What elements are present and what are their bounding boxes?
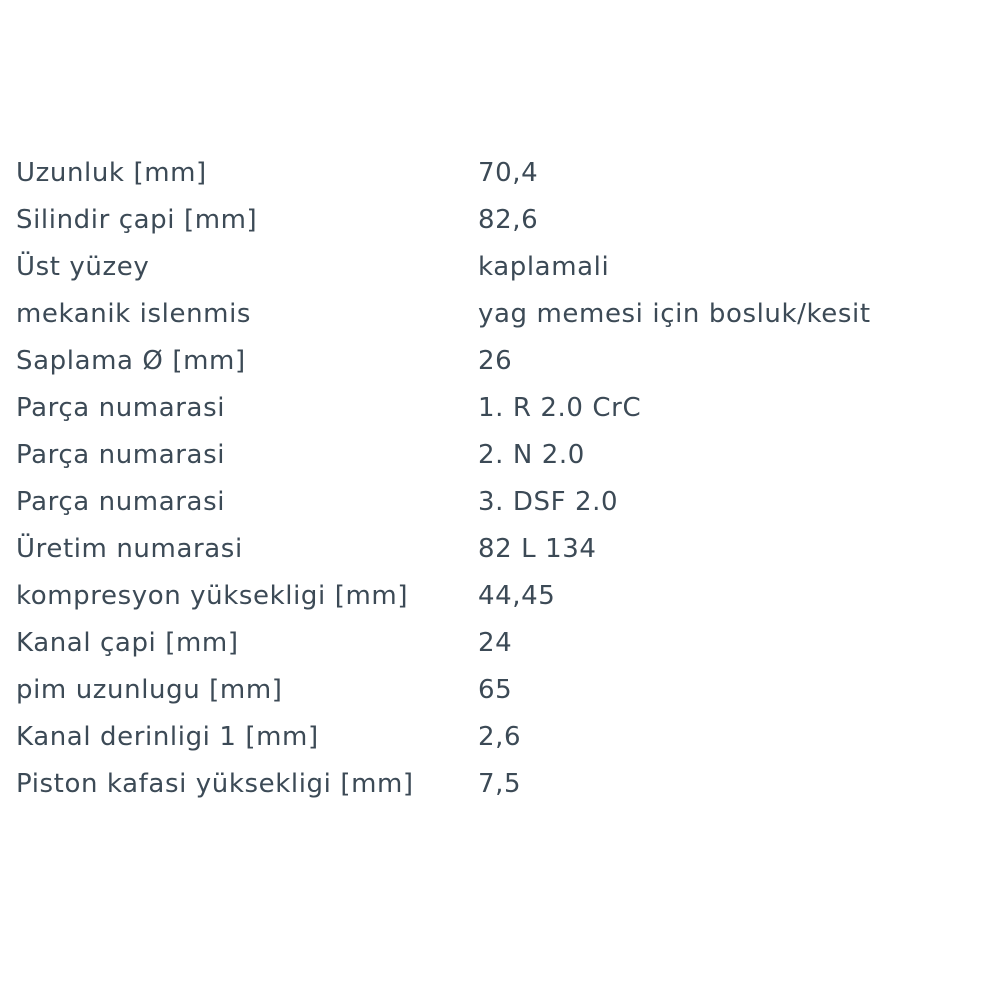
table-row: [16, 667, 998, 714]
spec-label: Saplama Ø [mm]: [16, 346, 246, 376]
spec-value: 70,4: [478, 158, 539, 188]
table-row: [16, 150, 998, 197]
spec-label: kompresyon yüksekligi [mm]: [16, 581, 409, 611]
spec-label: Uzunluk [mm]: [16, 158, 207, 188]
spec-value: 24: [478, 628, 513, 658]
spec-value: kaplamali: [478, 252, 610, 282]
spec-label: Kanal çapi [mm]: [16, 628, 239, 658]
table-row: [16, 620, 998, 667]
table-row: [16, 761, 998, 808]
spec-value: 2. N 2.0: [478, 440, 585, 470]
table-row: [16, 291, 998, 338]
spec-label: Parça numarasi: [16, 440, 226, 470]
table-row: [16, 338, 998, 385]
spec-value: 26: [478, 346, 513, 376]
spec-label: Üretim numarasi: [16, 534, 243, 564]
table-row: [16, 432, 998, 479]
spec-label: Piston kafasi yüksekligi [mm]: [16, 769, 414, 799]
table-row: [16, 526, 998, 573]
spec-value: 82 L 134: [478, 534, 597, 564]
spec-label: Parça numarasi: [16, 393, 226, 423]
spec-label: mekanik islenmis: [16, 299, 252, 329]
table-row: [16, 479, 998, 526]
spec-table-body: [16, 150, 998, 808]
table-row: [16, 573, 998, 620]
spec-value: 3. DSF 2.0: [478, 487, 619, 517]
spec-value: 65: [478, 675, 513, 705]
spec-label: pim uzunlugu [mm]: [16, 675, 283, 705]
table-row: [16, 385, 998, 432]
spec-value: 44,45: [478, 581, 556, 611]
spec-value: yag memesi için bosluk/kesit: [478, 299, 871, 329]
spec-label: Parça numarasi: [16, 487, 226, 517]
spec-table: [16, 150, 998, 808]
spec-value: 2,6: [478, 722, 522, 752]
table-row: [16, 197, 998, 244]
table-row: [16, 244, 998, 291]
spec-value: 1. R 2.0 CrC: [478, 393, 642, 423]
spec-label: Kanal derinligi 1 [mm]: [16, 722, 319, 752]
spec-label: Üst yüzey: [16, 252, 150, 282]
table-row: [16, 714, 998, 761]
spec-value: 7,5: [478, 769, 522, 799]
spec-value: 82,6: [478, 205, 539, 235]
spec-label: Silindir çapi [mm]: [16, 205, 258, 235]
